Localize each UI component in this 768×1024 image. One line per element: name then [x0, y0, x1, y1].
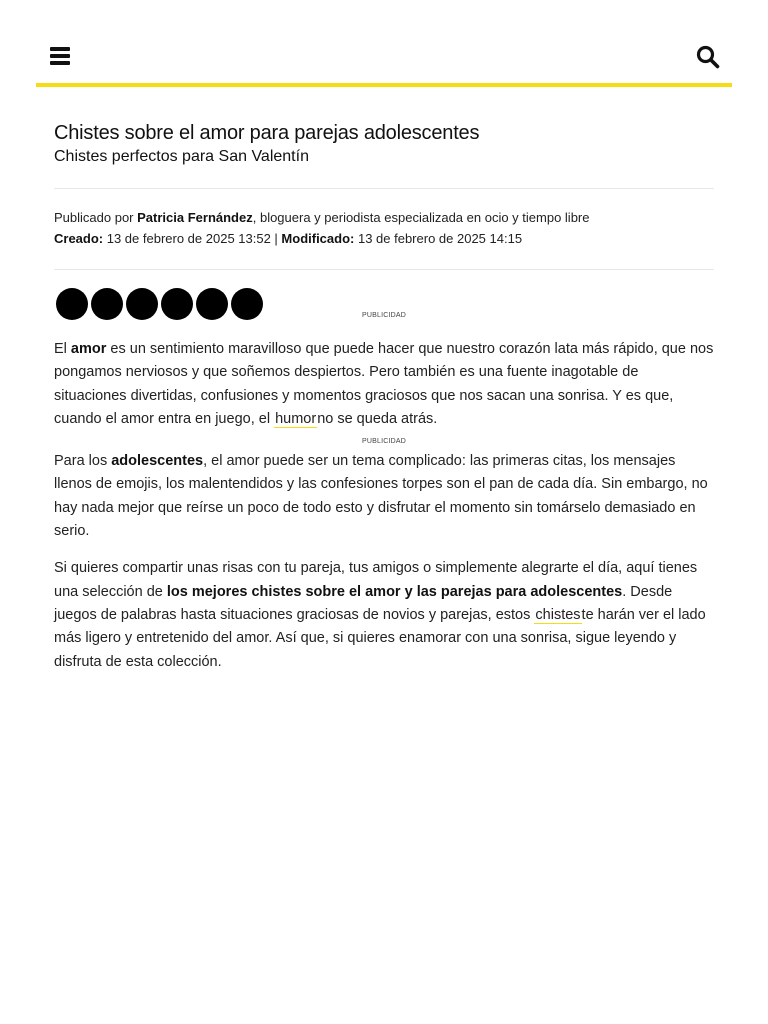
- text: no se queda atrás.: [317, 410, 438, 427]
- created-label: Creado:: [54, 231, 104, 246]
- text: te harán ver el lado más ligero y entretenido del amor. Así que, si quieres enamorar con una sonrisa, sigue leyendo y disfruta de esta colección.: [54, 606, 706, 670]
- text: . Desde juegos de palabras hasta situaciones graciosas de novios y parejas, estos: [54, 583, 673, 623]
- text: Para los: [54, 453, 112, 470]
- article: [54, 120, 714, 674]
- share-buttons: [54, 288, 714, 328]
- author-description: , bloguera y periodista especializada en ocio y tiempo libre: [252, 210, 590, 225]
- hamburger-menu-icon[interactable]: [50, 47, 70, 65]
- ad-label: PUBLICIDAD: [361, 312, 406, 319]
- modified-label: Modificado:: [281, 231, 355, 246]
- text: El: [54, 341, 71, 357]
- article-byline: [54, 189, 714, 269]
- search-icon[interactable]: [696, 45, 720, 69]
- author-line: [54, 207, 714, 228]
- bold-text: adolescentes: [111, 453, 204, 470]
- share-icon[interactable]: [126, 288, 158, 320]
- dates-line: [54, 228, 714, 249]
- published-prefix: Publicado por: [54, 210, 138, 225]
- bold-text: amor: [70, 341, 107, 357]
- ad-label: PUBLICIDAD: [361, 438, 406, 446]
- paragraph-selection: [54, 557, 714, 673]
- created-date: 13 de febrero de 2025 13:52 |: [103, 231, 282, 246]
- share-icon[interactable]: [161, 288, 193, 320]
- share-icon[interactable]: [56, 288, 88, 320]
- text: es un sentimiento maravilloso que puede hacer que nuestro corazón lata más rápido, que nos pongamos nerviosos y que soñemos despiertos. Pero también es una fuente inagotable de situaciones divertidas, confusiones y momentos graciosos que nos sacan una sonrisa. Y es que, cuando el amor entra en juego, el: [54, 341, 714, 427]
- author-name: Patricia Fernández: [137, 210, 253, 225]
- text: , el amor puede ser un tema complicado: las primeras citas, los mensajes llenos de emojis, los malentendidos y las confesiones torpes son el pan de cada día. Sin embargo, no hay nada mejor que reírse un poco de todo esto y disfrutar el momento sin tomárselo demasiado en serio.: [54, 453, 708, 540]
- chistes-link[interactable]: chistes: [535, 606, 581, 623]
- site-header: [36, 30, 732, 87]
- share-icon[interactable]: [196, 288, 228, 320]
- article-title: Chistes sobre el amor para parejas adolescentes: [54, 122, 480, 144]
- divider: [54, 269, 714, 270]
- paragraph-teens: [54, 450, 714, 543]
- text: Si quieres compartir unas risas con tu pareja, tus amigos o simplemente alegrarte el día, aquí tienes una selección de: [54, 560, 698, 600]
- bold-text: los mejores chistes sobre el amor y las parejas para adolescentes: [166, 583, 623, 600]
- share-icon[interactable]: [91, 288, 123, 320]
- modified-date: 13 de febrero de 2025 14:15: [354, 231, 523, 246]
- article-subtitle: Chistes perfectos para San Valentín: [54, 148, 309, 165]
- paragraph-intro: [54, 338, 714, 431]
- humor-link[interactable]: humor: [275, 410, 317, 427]
- share-icon[interactable]: [231, 288, 263, 320]
